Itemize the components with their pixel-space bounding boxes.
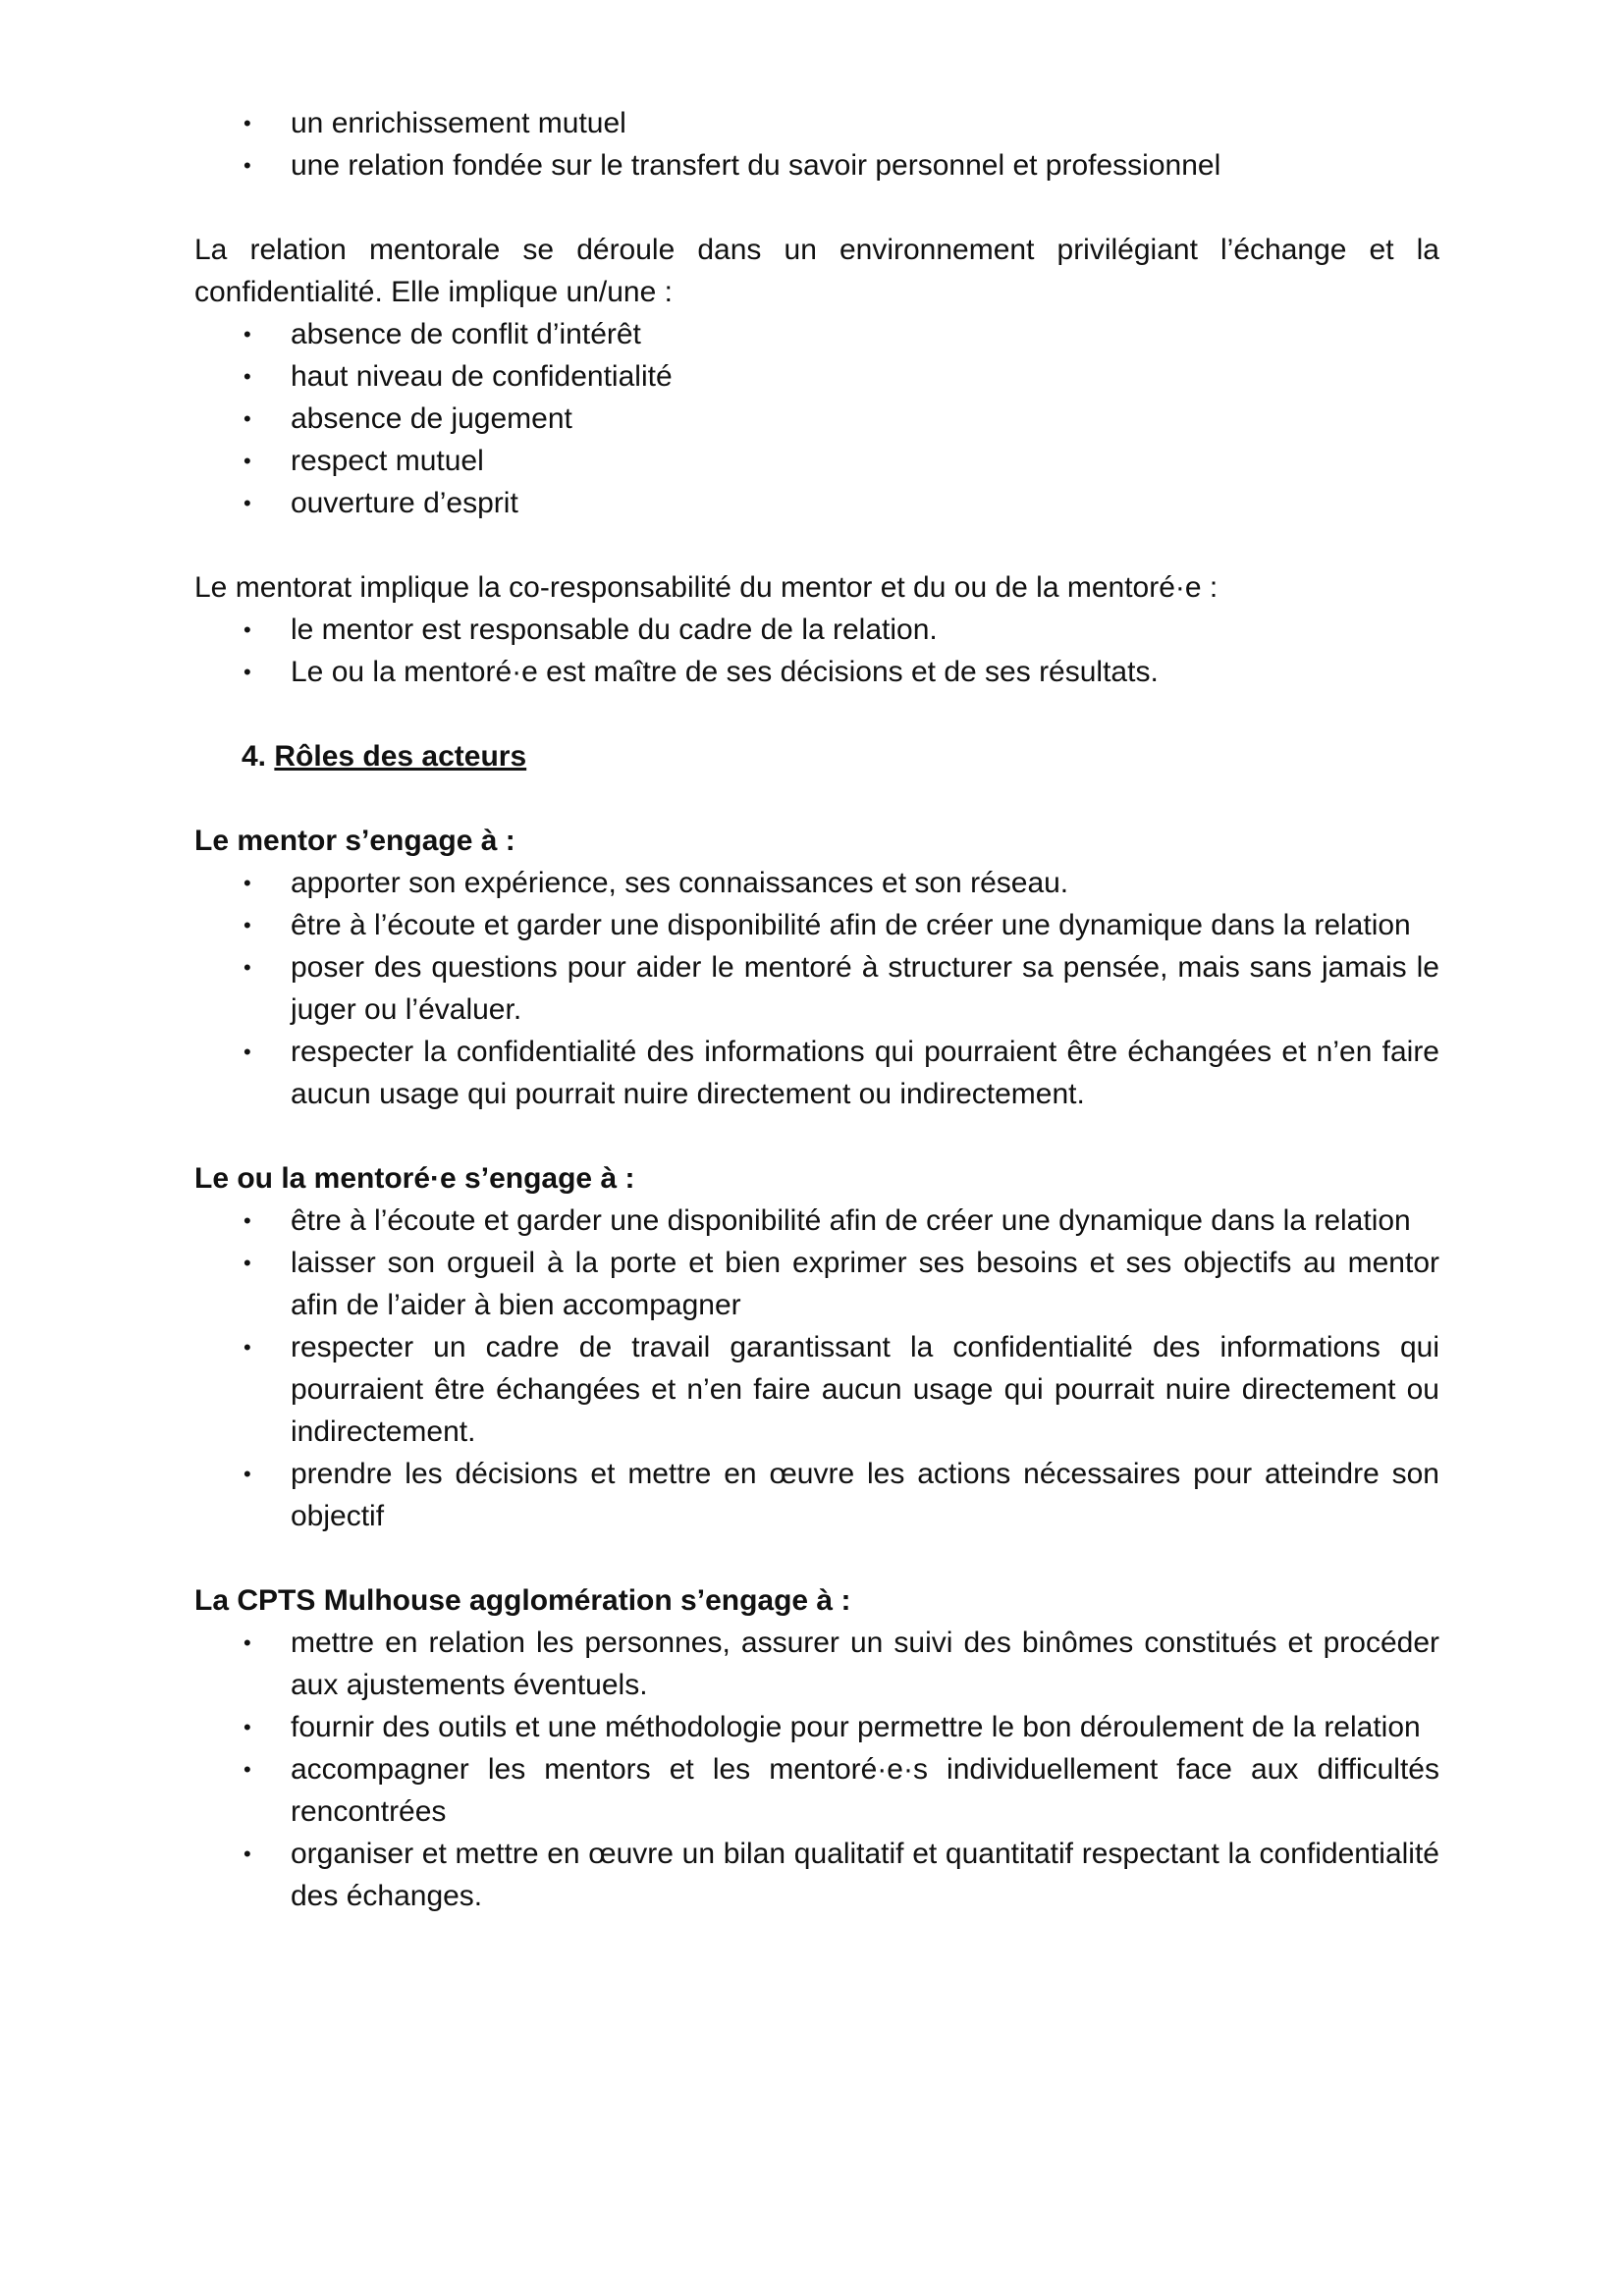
cpts-list — [194, 1622, 1439, 1917]
list-item: • fournir des outils et une méthodologie pour permettre le bon déroulement de la relation — [194, 1706, 1439, 1748]
list-item: • être à l’écoute et garder une disponibilité afin de créer une dynamique dans la relation — [194, 1200, 1439, 1242]
intro-list — [194, 102, 1439, 187]
cpts-heading: La CPTS Mulhouse agglomération s’engage à : — [194, 1584, 851, 1617]
list-item: • mettre en relation les personnes, assurer un suivi des binômes constitués et procéder aux ajustements éventuels. — [194, 1622, 1439, 1706]
list-item: • respecter la confidentialité des informations qui pourraient être échangées et n’en faire aucun usage qui pourrait nuire directement ou indirectement. — [194, 1031, 1439, 1115]
coresponsibility-paragraph: Le mentorat implique la co-responsabilité du mentor et du ou de la mentoré·e : — [194, 571, 1218, 604]
section-number: 4. — [242, 740, 267, 773]
list-item: • absence de jugement — [194, 398, 1439, 440]
list-item: • respect mutuel — [194, 440, 1439, 482]
list-item: • prendre les décisions et mettre en œuvre les actions nécessaires pour atteindre son objectif — [194, 1453, 1439, 1537]
relation-paragraph: La relation mentorale se déroule dans un environnement privilégiant l’échange et la confidentialité. Elle implique un/une : — [194, 234, 1439, 308]
mentor-list — [194, 862, 1439, 1115]
list-item: • Le ou la mentoré·e est maître de ses décisions et de ses résultats. — [194, 651, 1439, 693]
list-item: • accompagner les mentors et les mentoré·e·s individuellement face aux difficultés rencontrées — [194, 1748, 1439, 1833]
list-item: • poser des questions pour aider le mentoré à structurer sa pensée, mais sans jamais le juger ou l’évaluer. — [194, 946, 1439, 1031]
coresponsibility-list — [194, 609, 1439, 693]
list-item: • haut niveau de confidentialité — [194, 355, 1439, 398]
relation-list — [194, 313, 1439, 524]
list-item: • un enrichissement mutuel — [194, 102, 1439, 144]
section-title: Rôles des acteurs — [274, 740, 527, 773]
list-item: • absence de conflit d’intérêt — [194, 313, 1439, 355]
mentee-list — [194, 1200, 1439, 1537]
list-item: • respecter un cadre de travail garantissant la confidentialité des informations qui pourraient être échangées et n’en faire aucun usage qui pourrait nuire directement ou indirectement. — [194, 1326, 1439, 1453]
mentee-heading: Le ou la mentoré·e s’engage à : — [194, 1162, 635, 1195]
document-page — [194, 102, 1439, 1917]
list-item: • être à l’écoute et garder une disponibilité afin de créer une dynamique dans la relation — [194, 904, 1439, 946]
mentor-heading: Le mentor s’engage à : — [194, 825, 515, 857]
section-heading — [194, 735, 1439, 777]
list-item: • laisser son orgueil à la porte et bien exprimer ses besoins et ses objectifs au mentor afin de l’aider à bien accompagner — [194, 1242, 1439, 1326]
list-item: • ouverture d’esprit — [194, 482, 1439, 524]
list-item: • une relation fondée sur le transfert du savoir personnel et professionnel — [194, 144, 1439, 187]
list-item: • le mentor est responsable du cadre de la relation. — [194, 609, 1439, 651]
list-item: • apporter son expérience, ses connaissances et son réseau. — [194, 862, 1439, 904]
list-item: • organiser et mettre en œuvre un bilan qualitatif et quantitatif respectant la confidentialité des échanges. — [194, 1833, 1439, 1917]
